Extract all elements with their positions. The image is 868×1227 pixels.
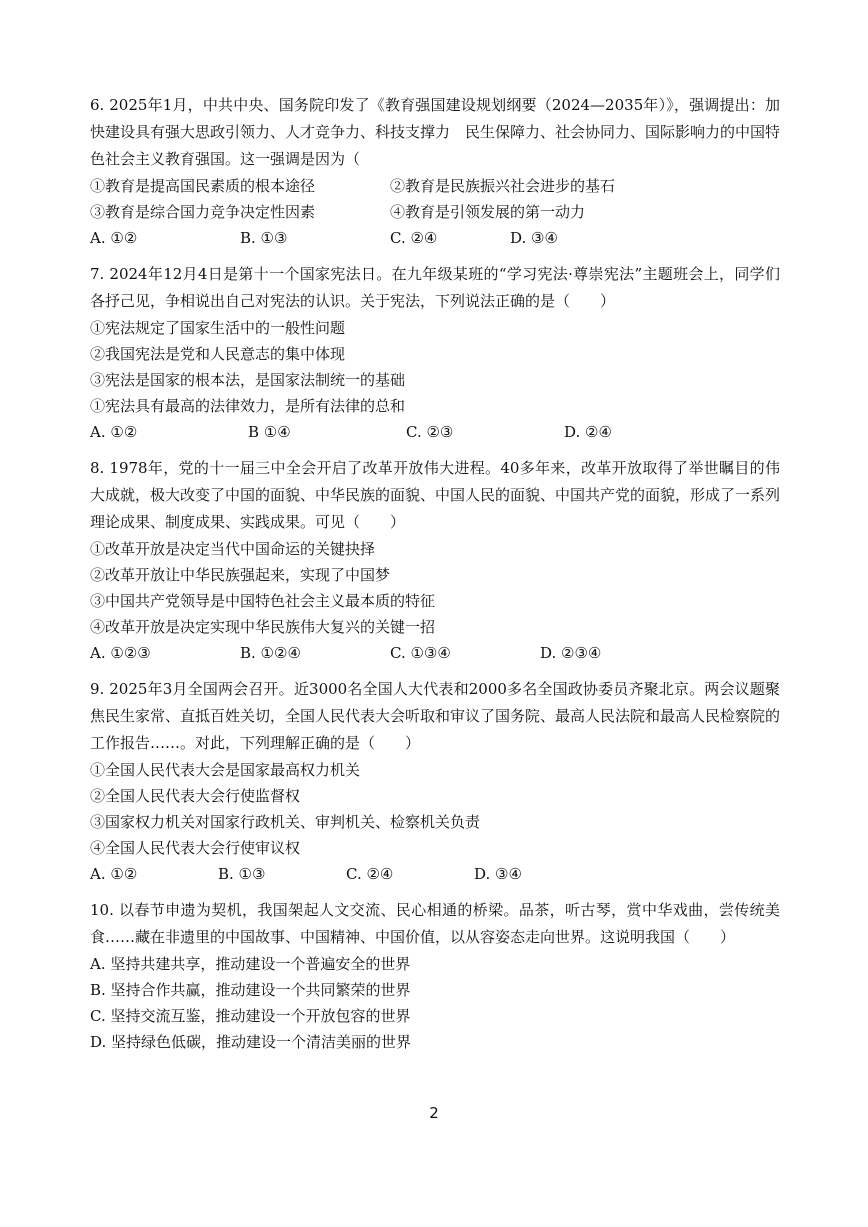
choice-a: A. ①② (90, 229, 138, 247)
exam-page (90, 92, 780, 1064)
statement: ②教育是民族振兴社会进步的基石 (390, 177, 616, 195)
statement: ③中国共产党领导是中国特色社会主义最本质的特征 (90, 592, 436, 610)
choice-b: B. 坚持合作共赢，推动建设一个共同繁荣的世界 (90, 981, 411, 999)
statement: ②改革开放让中华民族强起来，实现了中国梦 (90, 566, 391, 584)
statement: ②全国人民代表大会行使监督权 (90, 787, 301, 805)
statement: ①全国人民代表大会是国家最高权力机关 (90, 761, 361, 779)
choice-c: C. ②③ (406, 423, 454, 441)
question-6-choices (90, 225, 780, 252)
question-8-choices (90, 640, 780, 667)
question-10 (90, 897, 780, 1055)
statement: ①宪法规定了国家生活中的一般性问题 (90, 319, 346, 337)
choice-b: B ①④ (248, 423, 291, 441)
choice-d: D. 坚持绿色低碳，推动建设一个清洁美丽的世界 (90, 1033, 412, 1051)
question-10-stem: 10. 以春节申遗为契机，我国架起人文交流、民心相通的桥梁。品茶，听古琴，赏中华戏曲，尝传统美食……藏在非遗里的中国故事、中国精神、中国价值，以从容姿态走向世界。这说明我国（ ） (90, 901, 780, 946)
question-9 (90, 676, 780, 888)
choice-a: A. 坚持共建共享，推动建设一个普遍安全的世界 (90, 955, 411, 973)
statement: ③宪法是国家的根本法，是国家法制统一的基础 (90, 371, 406, 389)
choice-c: C. ①③④ (390, 644, 451, 662)
choice-b: B. ①②④ (240, 644, 301, 662)
question-9-choices (90, 861, 780, 888)
question-6 (90, 92, 780, 252)
choice-a: A. ①② (90, 423, 138, 441)
choice-b: B. ①③ (240, 229, 288, 247)
choice-b: B. ①③ (218, 865, 266, 883)
choice-c: C. 坚持交流互鉴，推动建设一个开放包容的世界 (90, 1007, 411, 1025)
question-6-statements (90, 173, 780, 225)
choice-a: A. ①②③ (90, 644, 151, 662)
choice-c: C. ②④ (346, 865, 394, 883)
statement: ④教育是引领发展的第一动力 (390, 203, 586, 221)
statement: ①改革开放是决定当代中国命运的关键抉择 (90, 540, 376, 558)
choice-d: D. ③④ (510, 229, 558, 247)
statement: ③教育是综合国力竞争决定性因素 (90, 203, 316, 221)
choice-a: A. ①② (90, 865, 138, 883)
question-9-stem: 9. 2025年3月全国两会召开。近3000名全国人大代表和2000多名全国政协委员齐聚北京。两会议题聚焦民生家常、直抵百姓关切，全国人民代表大会听取和审议了国务院、最高人民法院和最高人民检察院的工作报告……。对此，下列理解正确的是（ ） (90, 680, 781, 752)
question-7 (90, 261, 780, 446)
choice-d: D. ②③④ (540, 644, 602, 662)
statement: ④全国人民代表大会行使审议权 (90, 839, 301, 857)
question-7-stem: 7. 2024年12月4日是第十一个国家宪法日。在九年级某班的“学习宪法·尊崇宪法”主题班会上，同学们各抒己见，争相说出自己对宪法的认识。关于宪法，下列说法正确的是（ ） (90, 265, 780, 310)
question-8-stem: 8. 1978年，党的十一届三中全会开启了改革开放伟大进程。40多年来，改革开放取得了举世瞩目的伟大成就，极大改变了中国的面貌、中华民族的面貌、中国人民的面貌、中国共产党的面貌，形成了一系列理论成果、制度成果、实践成果。可见（ ） (90, 459, 781, 531)
question-8 (90, 455, 780, 667)
question-7-choices (90, 419, 780, 446)
choice-d: D. ②④ (564, 423, 612, 441)
statement: ②我国宪法是党和人民意志的集中体现 (90, 345, 346, 363)
statement: ①教育是提高国民素质的根本途径 (90, 177, 316, 195)
question-6-stem: 6. 2025年1月，中共中央、国务院印发了《教育强国建设规划纲要（2024—2035年）》，强调提出：加快建设具有强大思政引领力、人才竞争力、科技支撑力 民生保障力、社会协同力、国际影响力的中国特色社会主义教育强国。这一强调是因为（ (90, 96, 781, 168)
page-number: 2 (429, 1104, 439, 1122)
choice-c: C. ②④ (390, 229, 438, 247)
statement: ④改革开放是决定实现中华民族伟大复兴的关键一招 (90, 618, 436, 636)
statement: ③国家权力机关对国家行政机关、审判机关、检察机关负责 (90, 813, 481, 831)
choice-d: D. ③④ (474, 865, 522, 883)
statement: ①宪法具有最高的法律效力，是所有法律的总和 (90, 397, 406, 415)
